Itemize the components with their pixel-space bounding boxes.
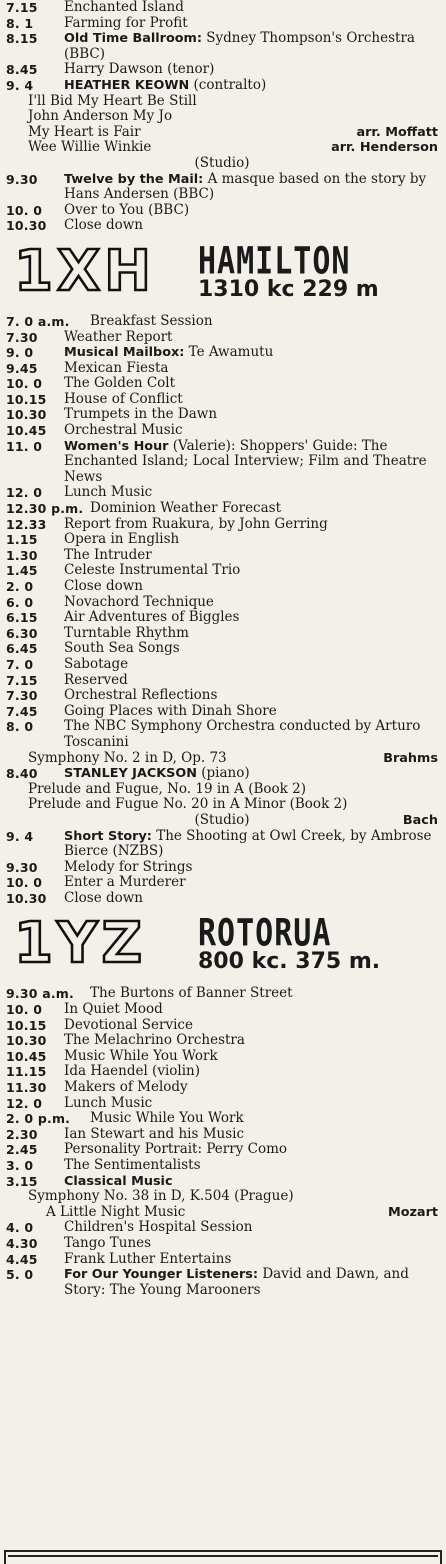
item-time: 8. 1 xyxy=(6,15,34,31)
item-text: A masque based on the story by Hans Andersen (BBC) xyxy=(64,171,427,203)
item-time: 10. 0 xyxy=(6,202,43,218)
station-frequency: 800 kc. 375 m. xyxy=(198,949,381,975)
programme-item xyxy=(6,1018,438,1034)
programme-item xyxy=(6,361,438,377)
item-text: Novachord Technique xyxy=(64,594,214,610)
item-text: Close down xyxy=(64,579,144,594)
station-frequency: 1310 kc 229 m xyxy=(198,276,379,302)
item-text: The Shooting at Owl Creek, by Ambrose Bierce (NZBS) xyxy=(64,828,432,860)
programme-item xyxy=(6,78,438,94)
item-time: 9. 4 xyxy=(6,828,34,844)
item-text: Harry Dawson (tenor) xyxy=(64,62,215,78)
symphony-line xyxy=(6,751,438,767)
programme-item xyxy=(6,31,438,62)
item-time: 5. 0 xyxy=(6,1267,34,1283)
programme-item xyxy=(6,376,438,392)
item-text: House of Conflict xyxy=(64,391,183,407)
work-title: Symphony No. 2 in D, Op. 73 xyxy=(28,749,227,766)
programme-item xyxy=(6,719,438,750)
work-title: Prelude and Fugue, No. 19 in A (Book 2) xyxy=(28,780,306,797)
item-time: 11.30 xyxy=(6,1080,47,1096)
programme-item xyxy=(6,62,438,78)
item-text: In Quiet Mood xyxy=(64,1002,163,1018)
programme-item xyxy=(6,1002,438,1018)
song-item xyxy=(6,125,438,141)
programme-item xyxy=(6,330,438,346)
keown-song-list xyxy=(6,94,438,172)
item-text: Tango Tunes xyxy=(64,1235,152,1251)
programme-item xyxy=(6,891,438,907)
item-text: Sydney Thompson's Orchestra (BBC) xyxy=(64,31,415,62)
item-text: Orchestral Music xyxy=(64,423,183,439)
item-text: Frank Luther Entertains xyxy=(64,1251,232,1267)
item-time: 10.30 xyxy=(6,890,47,906)
programme-item xyxy=(6,595,438,611)
item-text: The Intruder xyxy=(64,547,152,563)
item-text: Farming for Profit xyxy=(64,15,188,31)
item-text: Enchanted Island xyxy=(64,0,184,15)
programme-item xyxy=(6,1236,438,1252)
composer: Brahms xyxy=(383,750,438,766)
item-text: Ida Haendel (violin) xyxy=(64,1064,200,1080)
item-text: Dominion Weather Forecast xyxy=(90,501,282,517)
programme-item xyxy=(6,673,438,689)
work-title: A Little Night Music xyxy=(46,1203,186,1220)
programme-item xyxy=(6,1267,438,1298)
item-text: The Golden Colt xyxy=(64,376,176,392)
programme-item xyxy=(6,532,438,548)
programme-item xyxy=(6,563,438,579)
item-time: 2. 0 xyxy=(6,579,34,594)
item-time: 8. 0 xyxy=(6,719,34,735)
item-text: Air Adventures of Biggles xyxy=(64,610,240,626)
programme-item xyxy=(6,626,438,642)
item-text: Devotional Service xyxy=(64,1017,193,1033)
programme-item xyxy=(6,485,438,501)
programme-item xyxy=(6,501,438,517)
bottom-border xyxy=(4,1550,442,1564)
programme-item xyxy=(6,423,438,439)
programme-item xyxy=(6,0,438,16)
item-text: The Melachrino Orchestra xyxy=(64,1033,245,1049)
station-callsign: 1XH xyxy=(14,238,156,304)
item-time: 6.30 xyxy=(6,625,38,641)
item-time: 7.30 xyxy=(6,329,38,345)
programme-item xyxy=(6,657,438,673)
item-text: (Valerie): Shoppers' Guide: The Enchanted Island; Local Interview; Film and Theatre News xyxy=(64,438,427,485)
item-time: 10.30 xyxy=(6,407,47,423)
programme-item xyxy=(6,860,438,876)
programme-item xyxy=(6,579,438,595)
hamilton-programme-list xyxy=(6,314,438,751)
item-time: 8.45 xyxy=(6,62,38,78)
programme-item xyxy=(6,986,438,1002)
item-time: 6.15 xyxy=(6,610,38,626)
item-time: 11. 0 xyxy=(6,438,43,454)
item-time: 6.45 xyxy=(6,641,38,657)
composer: Bach xyxy=(402,812,438,828)
programme-item xyxy=(6,1127,438,1143)
item-time: 10.30 xyxy=(6,218,47,234)
song-title: John Anderson My Jo xyxy=(28,108,173,125)
item-text: Over to You (BBC) xyxy=(64,202,190,218)
programme-item xyxy=(6,1174,438,1190)
item-bold: Old Time Ballroom: xyxy=(64,31,202,47)
rotorua-programme-list-2 xyxy=(6,1220,438,1298)
hamilton-programme-list-2 xyxy=(6,829,438,907)
rotorua-programme-list xyxy=(6,986,438,1189)
item-bold: Short Story: xyxy=(64,828,152,844)
programme-item xyxy=(6,1158,438,1174)
item-text: Mexican Fiesta xyxy=(64,360,169,376)
item-time: 2. 0 p.m. xyxy=(6,1111,71,1127)
item-time: 10.15 xyxy=(6,391,47,407)
work-item xyxy=(6,782,438,798)
item-text: The Sentimentalists xyxy=(64,1158,201,1173)
song-title: Wee Willie Winkie xyxy=(28,139,152,156)
item-time: 10.45 xyxy=(6,1048,47,1064)
item-text: Report from Ruakura, by John Gerring xyxy=(64,516,328,532)
programme-list-top xyxy=(6,0,438,94)
item-text: Ian Stewart and his Music xyxy=(64,1126,245,1142)
item-bold: Musical Mailbox: xyxy=(64,345,185,361)
item-bold: Classical Music xyxy=(64,1173,173,1189)
programme-item xyxy=(6,345,438,361)
programme-item xyxy=(6,314,438,330)
programme-item xyxy=(6,704,438,720)
item-time: 10.45 xyxy=(6,423,47,439)
item-time: 2.30 xyxy=(6,1126,38,1142)
programme-item xyxy=(6,688,438,704)
programme-item xyxy=(6,1080,438,1096)
item-time: 1.45 xyxy=(6,563,38,579)
item-time: 1.15 xyxy=(6,532,38,548)
programme-item xyxy=(6,1033,438,1049)
item-time: 12. 0 xyxy=(6,1095,43,1111)
item-time: 8.40 xyxy=(6,766,38,782)
item-time: 9.30 xyxy=(6,859,38,875)
composer: Mozart xyxy=(387,1204,438,1220)
item-text: The Burtons of Banner Street xyxy=(90,986,293,1002)
song-item xyxy=(6,94,438,110)
item-text: Lunch Music xyxy=(64,485,153,501)
programme-item xyxy=(6,548,438,564)
item-time: 10.15 xyxy=(6,1017,47,1033)
item-text: Lunch Music xyxy=(64,1095,153,1111)
item-text: South Sea Songs xyxy=(64,641,180,657)
item-text: Close down xyxy=(64,890,144,906)
station-header-hamilton xyxy=(6,240,438,308)
programme-item xyxy=(6,392,438,408)
item-time: 7. 0 a.m. xyxy=(6,313,70,329)
item-time: 7. 0 xyxy=(6,656,34,672)
item-text: Enter a Murderer xyxy=(64,875,186,891)
programme-item xyxy=(6,1111,438,1127)
station-city: ROTORUA xyxy=(198,911,332,956)
item-time: 10.30 xyxy=(6,1033,47,1049)
song-credit: arr. Moffatt xyxy=(356,124,438,140)
song-title: My Heart is Fair xyxy=(28,123,141,140)
item-time: 10. 0 xyxy=(6,1002,43,1018)
item-bold: For Our Younger Listeners: xyxy=(64,1267,259,1283)
programme-item xyxy=(6,203,438,219)
work-item xyxy=(6,1205,438,1221)
item-text: Makers of Melody xyxy=(64,1080,188,1096)
item-bold: STANLEY JACKSON xyxy=(64,766,197,782)
programme-item xyxy=(6,218,438,234)
item-text: Turntable Rhythm xyxy=(64,625,189,641)
programme-item xyxy=(6,1096,438,1112)
item-time: 4. 0 xyxy=(6,1220,34,1236)
item-time: 7.45 xyxy=(6,703,38,719)
programme-list-top-2 xyxy=(6,172,438,234)
item-time: 8.15 xyxy=(6,31,38,47)
item-time: 9. 0 xyxy=(6,345,34,361)
item-time: 3.15 xyxy=(6,1173,38,1189)
item-text: Close down xyxy=(64,218,144,234)
item-time: 12. 0 xyxy=(6,485,43,501)
item-text: Personality Portrait: Perry Como xyxy=(64,1142,288,1158)
item-time: 3. 0 xyxy=(6,1158,34,1173)
item-time: 9. 4 xyxy=(6,77,34,93)
programme-item xyxy=(6,407,438,423)
item-text: Celeste Instrumental Trio xyxy=(64,563,241,579)
item-time: 11.15 xyxy=(6,1064,47,1080)
programme-item xyxy=(6,1220,438,1236)
item-text: Te Awamutu xyxy=(184,345,274,361)
item-text: Orchestral Reflections xyxy=(64,688,218,704)
item-text: Music While You Work xyxy=(64,1048,218,1064)
programme-item xyxy=(6,610,438,626)
programme-item xyxy=(6,16,438,32)
item-text: Melody for Strings xyxy=(64,859,193,875)
song-item xyxy=(6,140,438,156)
station-header-rotorua xyxy=(6,912,438,980)
programme-item xyxy=(6,439,438,486)
item-bold: Twelve by the Mail: xyxy=(64,171,204,187)
item-time: 9.30 xyxy=(6,171,38,187)
programme-item xyxy=(6,766,438,782)
station-callsign: 1YZ xyxy=(14,911,147,977)
item-time: 2.45 xyxy=(6,1142,38,1158)
song-credit: arr. Henderson xyxy=(331,140,438,156)
item-text: Sabotage xyxy=(64,656,129,672)
item-time: 10. 0 xyxy=(6,875,43,891)
item-text: Breakfast Session xyxy=(90,313,213,329)
item-time: 10. 0 xyxy=(6,376,43,392)
item-text: Opera in English xyxy=(64,532,180,548)
studio-note: (Studio) xyxy=(194,154,250,171)
item-bold: Women's Hour xyxy=(64,438,169,454)
item-text: Children's Hospital Session xyxy=(64,1220,253,1236)
item-time: 12.30 p.m. xyxy=(6,501,84,517)
song-item xyxy=(6,109,438,125)
item-text: Going Places with Dinah Shore xyxy=(64,703,277,719)
programme-item xyxy=(6,641,438,657)
symphony-line xyxy=(6,1189,438,1205)
item-text: Weather Report xyxy=(64,329,173,345)
item-bold: HEATHER KEOWN xyxy=(64,77,190,93)
item-time: 7.15 xyxy=(6,672,38,688)
studio-note: (Studio) xyxy=(194,811,250,828)
item-time: 12.33 xyxy=(6,516,47,532)
programme-item xyxy=(6,829,438,860)
item-text: (piano) xyxy=(196,766,250,782)
programme-item xyxy=(6,875,438,891)
item-text: Trumpets in the Dawn xyxy=(64,407,218,423)
item-text: David and Dawn, and Story: The Young Marooners xyxy=(64,1267,409,1298)
item-time: 7.15 xyxy=(6,0,38,15)
programme-item xyxy=(6,1064,438,1080)
item-time: 9.45 xyxy=(6,360,38,376)
work-title: Symphony No. 38 in D, K.504 (Prague) xyxy=(28,1188,294,1205)
programme-item xyxy=(6,172,438,203)
programme-item xyxy=(6,1142,438,1158)
item-text: Reserved xyxy=(64,672,128,688)
item-time: 4.30 xyxy=(6,1235,38,1251)
item-text: The NBC Symphony Orchestra conducted by Arturo Toscanini xyxy=(64,719,421,750)
item-time: 9.30 a.m. xyxy=(6,986,74,1002)
item-time: 7.30 xyxy=(6,688,38,704)
item-time: 4.45 xyxy=(6,1251,38,1267)
item-text: (contralto) xyxy=(189,77,267,93)
item-time: 6. 0 xyxy=(6,594,34,610)
item-text: Music While You Work xyxy=(90,1111,244,1127)
programme-item xyxy=(6,1252,438,1268)
radio-programme-column xyxy=(6,0,438,1298)
programme-item xyxy=(6,517,438,533)
programme-item xyxy=(6,1049,438,1065)
item-time: 1.30 xyxy=(6,547,38,563)
song-title: I'll Bid My Heart Be Still xyxy=(28,92,197,109)
station-city: HAMILTON xyxy=(198,239,351,284)
work-title: Prelude and Fugue No. 20 in A Minor (Book 2) xyxy=(28,796,348,813)
